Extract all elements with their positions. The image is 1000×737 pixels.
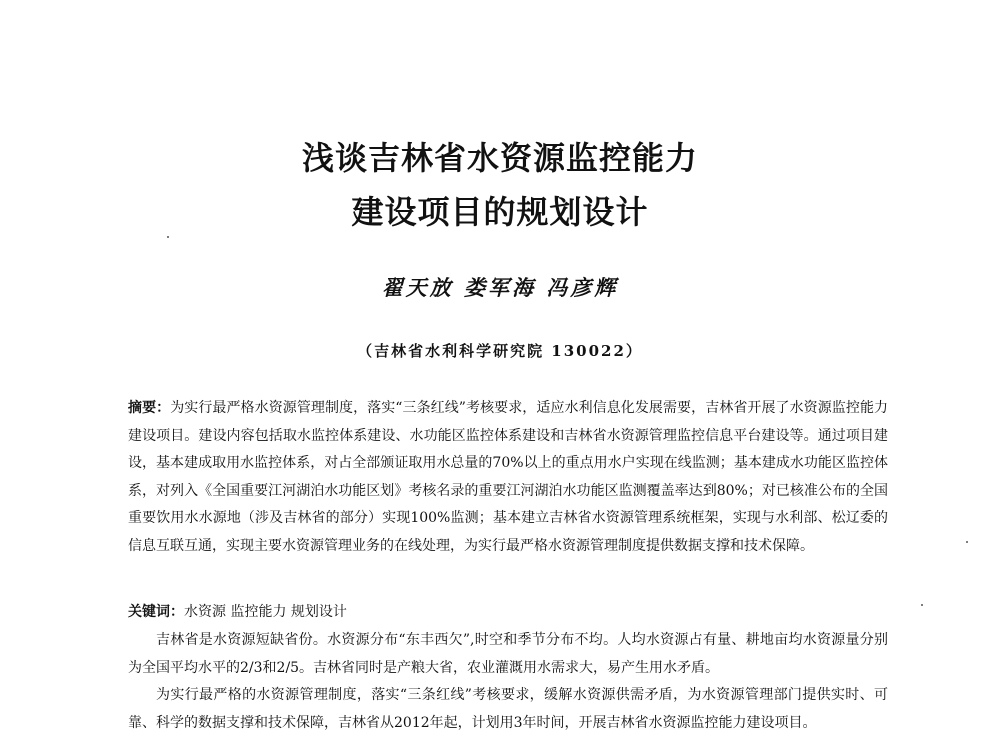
keywords-text: 水资源 监控能力 规划设计 <box>184 604 347 620</box>
author-list: 翟天放 娄军海 冯彦辉 <box>381 275 619 300</box>
abstract-block <box>128 395 888 561</box>
article-title-line-2: 建设项目的规划设计 <box>351 193 649 231</box>
body-paragraph-1: 吉林省是水资源短缺省份。水资源分布“东丰西欠”,时空和季节分布不均。人均水资源占有量、耕地亩均水资源量分别为全国平均水平的2/3和2/5。吉林省同时是产粮大省，农业灌溉用水需求大，易产生用水矛盾。 <box>128 632 888 676</box>
author-affiliation: （吉林省水利科学研究院 130022） <box>357 342 643 360</box>
scan-speck <box>167 236 169 238</box>
scan-speck <box>921 604 923 606</box>
abstract-text: 为实行最严格水资源管理制度，落实“三条红线”考核要求，适应水利信息化发展需要，吉林省开展了水资源监控能力建设项目。建设内容包括取水监控体系建设、水功能区监控体系建设和吉林省水资源管理监控信息平台建设等。通过项目建设，基本建成取用水监控体系，对占全部颁证取用水总量的70%以上的重点用水户实现在线监测；基本建成水功能区监控体系，对列入《全国重要江河湖泊水功能区划》考核名录的重要江河湖泊水功能区监测覆盖率达到80%；对已核准公布的全国重要饮用水水源地（涉及吉林省的部分）实现100%监测；基本建立吉林省水资源管理系统框架，实现与水利部、松辽委的信息互联互通，实现主要水资源管理业务的在线处理，为实行最严格水资源管理制度提供数据支撑和技术保障。 <box>128 400 889 554</box>
article-title-line-1: 浅谈吉林省水资源监控能力 <box>301 139 698 177</box>
keywords-block <box>128 599 888 627</box>
scan-speck <box>966 541 968 543</box>
keywords-label: 关键词： <box>128 604 184 620</box>
abstract-label: 摘要： <box>128 400 171 416</box>
body-paragraph-2: 为实行最严格的水资源管理制度，落实“三条红线”考核要求，缓解水资源供需矛盾，为水资源管理部门提供实时、可靠、科学的数据支撑和技术保障，吉林省从2012年起，计划用3年时间，开展吉林省水资源监控能力建设项目。 <box>128 687 888 731</box>
